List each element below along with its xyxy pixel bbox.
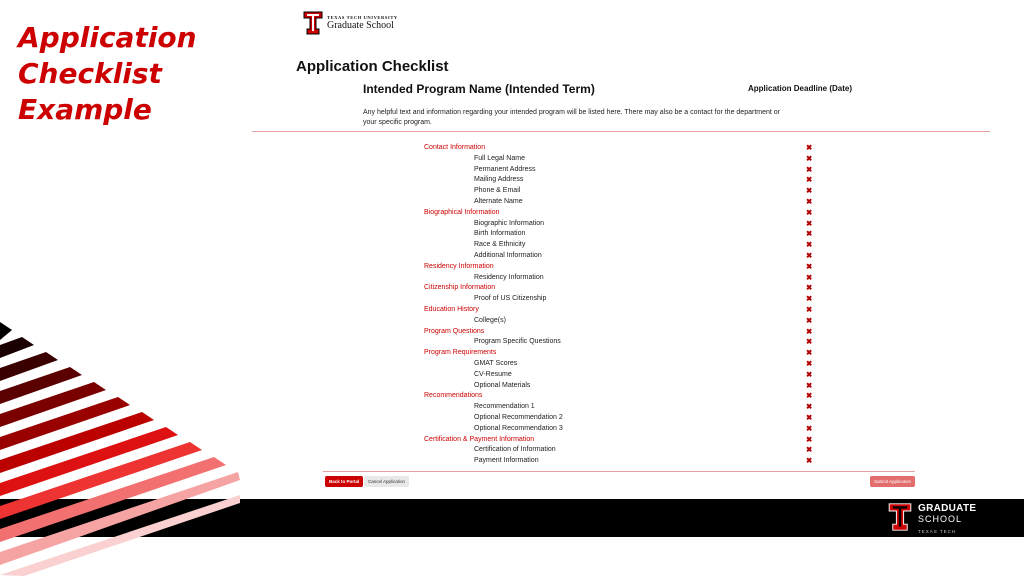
divider	[252, 131, 990, 132]
incomplete-x-icon: ✖	[806, 261, 813, 271]
checklist-item	[0, 370, 1024, 381]
double-t-logo-icon	[303, 11, 323, 35]
checklist-item	[0, 337, 1024, 348]
item-label: College(s)	[474, 316, 506, 324]
submit-application-button[interactable]: Submit Application	[870, 476, 915, 487]
checklist-item	[0, 381, 1024, 392]
checklist-item	[0, 251, 1024, 262]
incomplete-x-icon: ✖	[806, 250, 813, 260]
checklist-item	[0, 402, 1024, 413]
item-label: Recommendation 1	[474, 403, 535, 411]
item-label: Proof of US Citizenship	[474, 295, 547, 303]
checklist-section[interactable]	[0, 305, 1024, 316]
application-deadline: Application Deadline (Date)	[748, 84, 853, 93]
checklist-section[interactable]	[0, 348, 1024, 359]
checklist-item	[0, 456, 1024, 467]
logo-school: Graduate School	[327, 20, 394, 31]
section-label: Program Questions	[424, 327, 485, 335]
incomplete-x-icon: ✖	[806, 348, 813, 358]
item-label: Biographic Information	[474, 219, 545, 227]
incomplete-x-icon: ✖	[806, 186, 813, 196]
item-label: Additional Information	[474, 251, 542, 259]
checklist-section[interactable]	[0, 435, 1024, 446]
checklist-section[interactable]	[0, 143, 1024, 154]
university-logo	[303, 11, 398, 35]
footer-brand	[888, 502, 976, 534]
section-label: Certification & Payment Information	[424, 435, 535, 443]
checklist-item	[0, 294, 1024, 305]
item-label: Optional Materials	[474, 381, 531, 389]
section-label: Contact Information	[424, 144, 486, 151]
incomplete-x-icon: ✖	[806, 402, 813, 412]
checklist-item	[0, 240, 1024, 251]
slide-title-line: Example	[18, 93, 152, 126]
checklist-item	[0, 424, 1024, 435]
incomplete-x-icon: ✖	[806, 207, 813, 217]
divider	[323, 471, 915, 472]
item-label: Payment Information	[474, 457, 539, 465]
incomplete-x-icon: ✖	[806, 434, 813, 444]
section-label: Biographical Information	[424, 208, 500, 216]
checklist-section[interactable]	[0, 283, 1024, 294]
item-label: Residency Information	[474, 273, 544, 281]
incomplete-x-icon: ✖	[806, 175, 813, 185]
item-label: Certification of Information	[474, 446, 556, 454]
checklist-item	[0, 165, 1024, 176]
item-label: Mailing Address	[474, 176, 524, 184]
incomplete-x-icon: ✖	[806, 240, 813, 250]
section-label: Citizenship Information	[424, 284, 496, 292]
checklist-item	[0, 154, 1024, 165]
footer-texas-tech: TEXAS TECH	[918, 529, 957, 534]
checklist-item	[0, 445, 1024, 456]
item-label: Birth Information	[474, 230, 526, 238]
item-label: Alternate Name	[474, 197, 523, 205]
incomplete-x-icon: ✖	[806, 164, 813, 174]
incomplete-x-icon: ✖	[806, 153, 813, 163]
item-label: GMAT Scores	[474, 359, 518, 367]
section-label: Recommendations	[424, 392, 483, 400]
incomplete-x-icon: ✖	[806, 315, 813, 325]
incomplete-x-icon: ✖	[806, 358, 813, 368]
incomplete-x-icon: ✖	[806, 304, 813, 314]
item-label: Full Legal Name	[474, 154, 525, 162]
item-label: Permanent Address	[474, 165, 536, 173]
incomplete-x-icon: ✖	[806, 337, 813, 347]
checklist-item	[0, 359, 1024, 370]
checklist-section[interactable]	[0, 327, 1024, 338]
item-label: Race & Ethnicity	[474, 241, 526, 249]
checklist-item	[0, 316, 1024, 327]
checklist-section[interactable]	[0, 262, 1024, 273]
logo-university: TEXAS TECH UNIVERSITY	[327, 15, 398, 20]
checklist-item	[0, 273, 1024, 284]
slide-title	[18, 20, 197, 128]
incomplete-x-icon: ✖	[806, 283, 813, 293]
incomplete-x-icon: ✖	[806, 143, 813, 152]
page-heading: Application Checklist	[296, 58, 449, 75]
incomplete-x-icon: ✖	[806, 218, 813, 228]
footer-graduate: GRADUATE	[918, 503, 977, 514]
incomplete-x-icon: ✖	[806, 445, 813, 455]
slide-title-line: Application	[18, 21, 197, 54]
checklist-item	[0, 186, 1024, 197]
item-label: Program Specific Questions	[474, 338, 561, 346]
checklist-section[interactable]	[0, 391, 1024, 402]
checklist-section[interactable]	[0, 208, 1024, 219]
footer-school: SCHOOL	[918, 514, 963, 524]
checklist-item	[0, 219, 1024, 230]
cancel-application-button[interactable]: Cancel Application	[364, 476, 409, 487]
checklist-item	[0, 175, 1024, 186]
checklist	[0, 143, 1024, 467]
item-label: CV-Resume	[474, 370, 512, 378]
incomplete-x-icon: ✖	[806, 423, 813, 433]
double-t-logo-icon	[888, 502, 912, 532]
incomplete-x-icon: ✖	[806, 272, 813, 282]
helper-text: Any helpful text and information regarding your intended program will be listed here. There may also be a contact for the department or your specific program.	[363, 109, 780, 126]
incomplete-x-icon: ✖	[806, 456, 813, 466]
section-label: Education History	[424, 305, 479, 313]
section-label: Residency Information	[424, 262, 494, 270]
incomplete-x-icon: ✖	[806, 229, 813, 239]
item-label: Optional Recommendation 3	[474, 424, 563, 432]
checklist-item	[0, 229, 1024, 240]
incomplete-x-icon: ✖	[806, 196, 813, 206]
item-label: Optional Recommendation 2	[474, 413, 563, 421]
program-name: Intended Program Name (Intended Term)	[363, 82, 595, 96]
incomplete-x-icon: ✖	[806, 380, 813, 390]
checklist-item	[0, 413, 1024, 424]
checklist-item	[0, 197, 1024, 208]
item-label: Phone & Email	[474, 187, 521, 195]
section-label: Program Requirements	[424, 349, 497, 357]
incomplete-x-icon: ✖	[806, 369, 813, 379]
slide-title-line: Checklist	[18, 57, 162, 90]
footer-bar	[0, 499, 1024, 537]
incomplete-x-icon: ✖	[806, 294, 813, 304]
incomplete-x-icon: ✖	[806, 326, 813, 336]
incomplete-x-icon: ✖	[806, 412, 813, 422]
incomplete-x-icon: ✖	[806, 391, 813, 401]
back-to-portal-button[interactable]: Back to Portal	[325, 476, 363, 487]
